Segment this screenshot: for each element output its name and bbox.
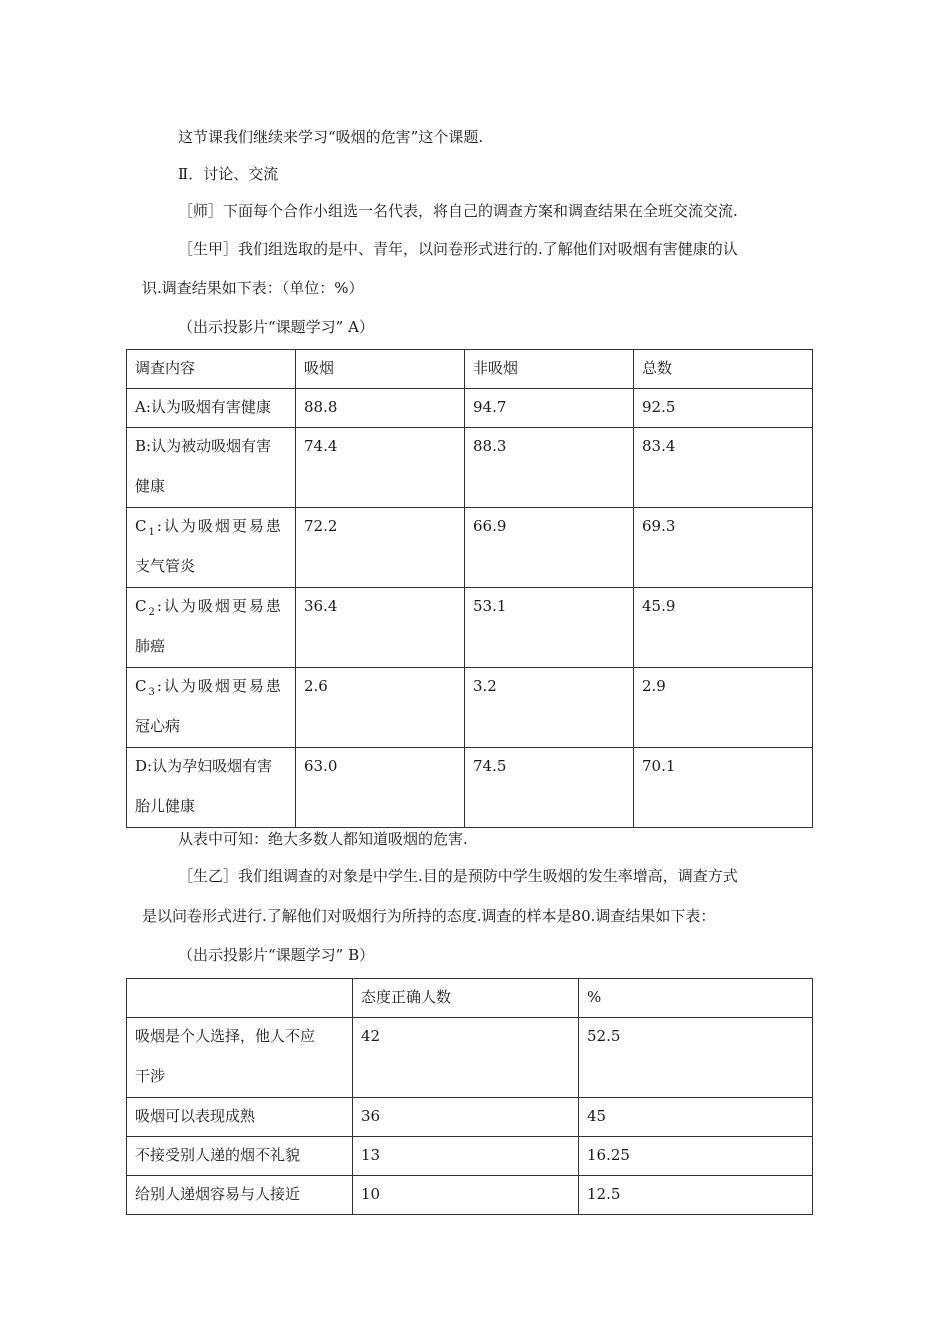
- table-row: [127, 389, 813, 428]
- table-row: [127, 1176, 813, 1215]
- table-b-label-cell: 给别人递烟容易与人接近: [127, 1176, 353, 1215]
- table-cell: 92.5: [634, 389, 813, 428]
- table-a-label-cell: $C_3$:认为吸烟更易患 冠心病: [127, 668, 296, 748]
- table-row: [127, 668, 813, 748]
- paragraph-intro: 这节课我们继续来学习“吸烟的危害”这个课题.: [178, 128, 484, 146]
- table-cell: 3.2: [465, 668, 634, 748]
- table-cell: 16.25: [579, 1137, 813, 1176]
- table-cell: 12.5: [579, 1176, 813, 1215]
- table-a-header-cell: 吸烟: [296, 350, 465, 389]
- table-row: [127, 508, 813, 588]
- table-row: [127, 1137, 813, 1176]
- table-b-header-cell: 态度正确人数: [353, 979, 579, 1018]
- table-a-header-cell: 总数: [634, 350, 813, 389]
- paragraph-student-b-line1: ［生乙］我们组调查的对象是中学生.目的是预防中学生吸烟的发生率增高，调查方式: [178, 867, 738, 885]
- table-b-label-cell: 吸烟是个人选择，他人不应 干涉: [127, 1018, 353, 1098]
- table-cell: 83.4: [634, 428, 813, 508]
- table-a-header-row: [127, 350, 813, 389]
- table-a: [126, 349, 813, 828]
- paragraph-student-a-line2: 识.调查结果如下表：（单位：%）: [142, 279, 364, 297]
- table-cell: 2.9: [634, 668, 813, 748]
- table-cell: 52.5: [579, 1018, 813, 1098]
- paragraph-student-a-line1: ［生甲］我们组选取的是中、青年，以问卷形式进行的.了解他们对吸烟有害健康的认: [178, 240, 738, 258]
- table-row: [127, 428, 813, 508]
- table-b-label-cell: 不接受别人递的烟不礼貌: [127, 1137, 353, 1176]
- table-b-header-cell: [127, 979, 353, 1018]
- table-a-label-cell: $C_2$:认为吸烟更易患 肺癌: [127, 588, 296, 668]
- table-cell: 10: [353, 1176, 579, 1215]
- table-cell: 36.4: [296, 588, 465, 668]
- table-a-label-cell: B:认为被动吸烟有害 健康: [127, 428, 296, 508]
- paragraph-conclusion: 从表中可知：绝大多数人都知道吸烟的危害.: [178, 830, 468, 848]
- table-row: [127, 748, 813, 828]
- caption-slide-b: （出示投影片“课题学习” B）: [178, 946, 375, 964]
- table-cell: 63.0: [296, 748, 465, 828]
- table-row: [127, 1018, 813, 1098]
- table-cell: 70.1: [634, 748, 813, 828]
- section-heading: Ⅱ．讨论、交流: [178, 165, 279, 183]
- table-a-header-cell: 非吸烟: [465, 350, 634, 389]
- table-cell: 74.4: [296, 428, 465, 508]
- table-cell: 72.2: [296, 508, 465, 588]
- table-cell: 94.7: [465, 389, 634, 428]
- table-row: [127, 588, 813, 668]
- table-b: [126, 978, 813, 1215]
- table-cell: 2.6: [296, 668, 465, 748]
- table-cell: 36: [353, 1098, 579, 1137]
- table-cell: 42: [353, 1018, 579, 1098]
- table-cell: 53.1: [465, 588, 634, 668]
- paragraph-teacher: ［师］下面每个合作小组选一名代表，将自己的调查方案和调查结果在全班交流交流.: [178, 202, 738, 220]
- caption-slide-a: （出示投影片“课题学习” A）: [178, 318, 374, 336]
- table-cell: 88.3: [465, 428, 634, 508]
- table-a-header-cell: 调查内容: [127, 350, 296, 389]
- table-cell: 74.5: [465, 748, 634, 828]
- table-cell: 45: [579, 1098, 813, 1137]
- table-cell: 66.9: [465, 508, 634, 588]
- table-a-label-cell: $C_1$:认为吸烟更易患 支气管炎: [127, 508, 296, 588]
- table-cell: 45.9: [634, 588, 813, 668]
- table-b-header-row: [127, 979, 813, 1018]
- paragraph-student-b-line2: 是以问卷形式进行.了解他们对吸烟行为所持的态度.调查的样本是80.调查结果如下表：: [142, 907, 716, 925]
- table-row: [127, 1098, 813, 1137]
- table-a-label-cell: A:认为吸烟有害健康: [127, 389, 296, 428]
- table-a-label-cell: D:认为孕妇吸烟有害 胎儿健康: [127, 748, 296, 828]
- table-b-header-cell: %: [579, 979, 813, 1018]
- table-cell: 69.3: [634, 508, 813, 588]
- table-cell: 13: [353, 1137, 579, 1176]
- table-b-label-cell: 吸烟可以表现成熟: [127, 1098, 353, 1137]
- table-cell: 88.8: [296, 389, 465, 428]
